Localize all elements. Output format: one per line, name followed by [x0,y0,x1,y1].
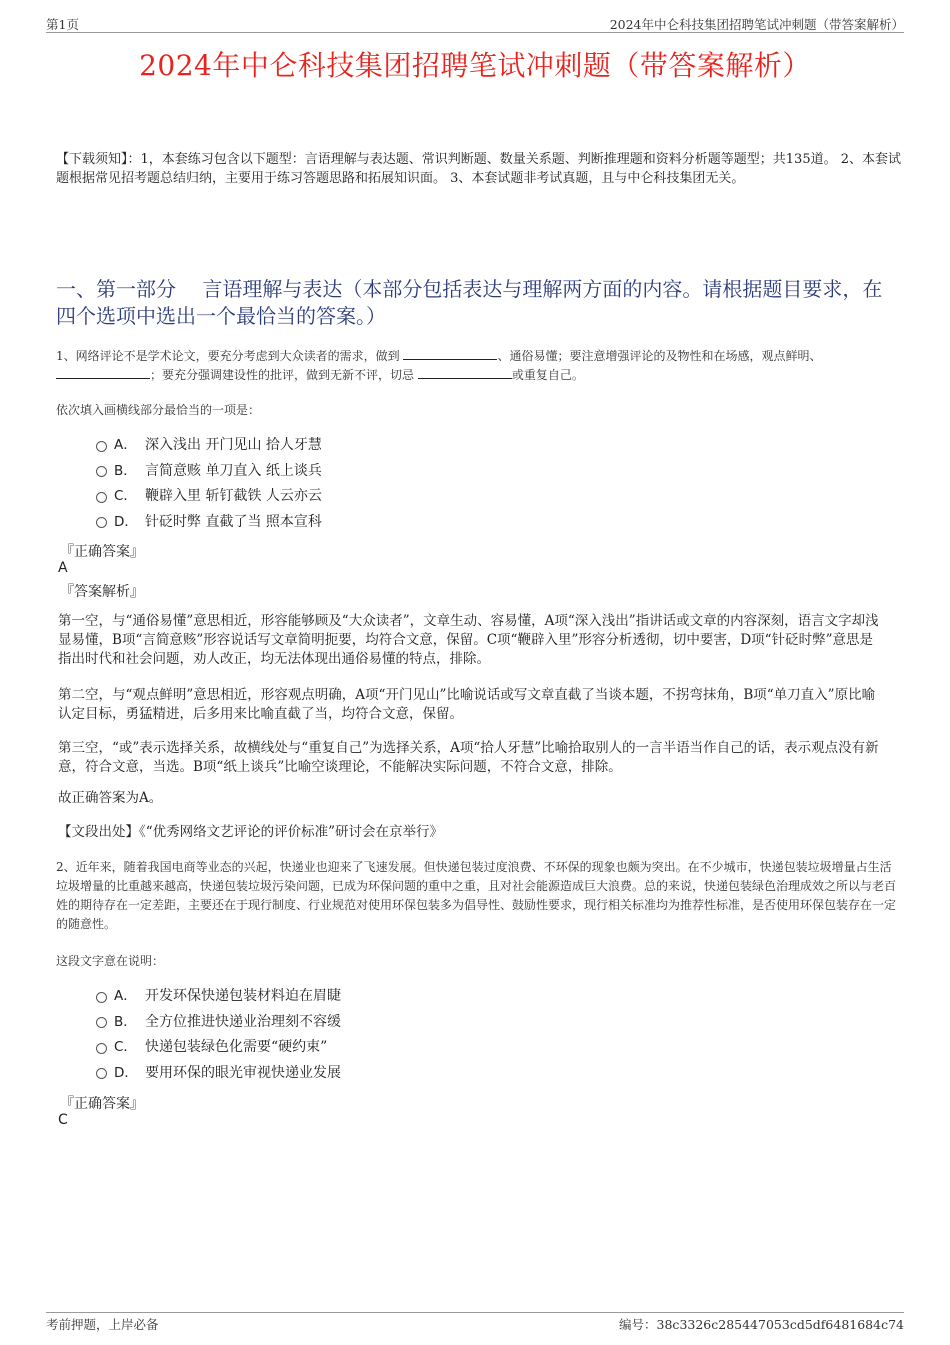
question-1-prompt: 依次填入画横线部分最恰当的一项是： [56,403,261,417]
correct-answer: C [58,1112,68,1128]
option-b[interactable]: B． 言简意赅 单刀直入 纸上谈兵 [96,459,796,485]
source-citation: 【文段出处】《“优秀网络文艺评论的评价标准”研讨会在京举行》 [58,824,444,840]
header-doc-title: 2024年中仑科技集团招聘笔试冲刺题（带答案解析） [609,17,904,32]
question-2-stem: 2、近年来，随着我国电商等业态的兴起，快递业也迎来了飞速发展。但快递包装过度浪费、不环保的现象也颇为突出。在不少城市，快递包装垃圾增量占生活垃圾增量的比重越来越高，快递包装垃圾污染问题，已成为环保问题的重中之重，且对社会能源造成巨大浪费。总的来说，快递包装绿色治理成效之所以与老百姓的期待存在一定差距，主要还在于现行制度、行业规范对使用环保包装多为倡导性、鼓励性要求，现行相关标准均为推荐性标准，是否使用环保包装存在一定的随意性。 [56,860,897,931]
radio-icon[interactable] [96,1068,107,1079]
analysis-label: 『答案解析』 [60,584,144,600]
blank-line [56,366,150,379]
radio-icon[interactable] [96,517,107,528]
page-footer [46,1312,904,1331]
radio-icon[interactable] [96,441,107,452]
blank-line [418,366,512,379]
analysis-paragraph: 第一空，与“通俗易懂”意思相近，形容能够顾及“大众读者”，文章生动、容易懂，A项“深入浅出”指讲话或文章的内容深刻，语言文字却浅显易懂，B项“言简意赅”形容说话写文章简明扼要，均符合文意，保留。C项“鞭辟入里”形容分析透彻，切中要害，D项“针砭时弊”意思是指出时代和社会问题，劝人改正，均无法体现出通俗易懂的特点，排除。 [58,613,879,667]
option-b[interactable]: B． 全方位推进快递业治理刻不容缓 [96,1010,796,1036]
option-d[interactable]: D． 要用环保的眼光审视快递业发展 [96,1061,796,1087]
radio-icon[interactable] [96,992,107,1003]
blank-line [403,347,497,360]
option-c[interactable]: C． 快递包装绿色化需要“硬约束” [96,1035,796,1061]
radio-icon[interactable] [96,466,107,477]
footer-slogan: 考前押题，上岸必备 [46,1317,159,1332]
radio-icon[interactable] [96,1043,107,1054]
document-id: 编号：38c3326c285447053cd5df6481684c74 [619,1317,904,1332]
option-a[interactable]: A． 深入浅出 开门见山 拾人牙慧 [96,433,796,459]
answer-label: 『正确答案』 [60,544,144,560]
page-number: 第1页 [46,17,79,32]
option-c[interactable]: C． 鞭辟入里 斩钉截铁 人云亦云 [96,484,796,510]
page-header [46,14,904,33]
document-title: 2024年中仑科技集团招聘笔试冲刺题（带答案解析） [139,49,811,82]
analysis-paragraph: 第二空，与“观点鲜明”意思相近，形容观点明确，A项“开门见山”比喻说话或写文章直截了当谈本题，不拐弯抹角，B项“单刀直入”原比喻认定目标，勇猛精进，后多用来比喻直截了当，均符合文意，保留。 [58,687,876,722]
option-d[interactable]: D． 针砭时弊 直截了当 照本宣科 [96,510,796,536]
correct-answer: A [58,560,68,576]
download-notice: 【下载须知】：1，本套练习包含以下题型：言语理解与表达题、常识判断题、数量关系题、判断推理题和资料分析题等题型；共135道。 2、本套试题根据常见招考题总结归纳，主要用于练习答题思路和拓展知识面。 3、本套试题非考试真题，且与中仑科技集团无关。 [56,152,901,186]
analysis-conclusion: 故正确答案为A。 [58,790,163,806]
radio-icon[interactable] [96,1017,107,1028]
question-1-stem: 1、网络评论不是学术论文，要充分考虑到大众读者的需求，做到 、通俗易懂；要注意增强评论的及物性和在场感，观点鲜明、 ；要充分强调建设性的批评，做到无新不评，切忌 或重复自己。 [56,349,822,382]
option-a[interactable]: A． 开发环保快递包装材料迫在眉睫 [96,984,796,1010]
question-2-prompt: 这段文字意在说明： [56,954,165,968]
section-heading: 一、第一部分 言语理解与表达（本部分包括表达与理解两方面的内容。请根据题目要求，在四个选项中选出一个最恰当的答案。） [56,277,883,328]
question-2-options [96,984,796,1086]
question-1-options [96,433,796,535]
answer-label: 『正确答案』 [60,1096,144,1112]
analysis-paragraph: 第三空，“或”表示选择关系，故横线处与“重复自己”为选择关系，A项“拾人牙慧”比喻拾取别人的一言半语当作自己的话，表示观点没有新意，符合文意，当选。B项“纸上谈兵”比喻空谈理论，不能解决实际问题，不符合文意，排除。 [58,740,879,775]
radio-icon[interactable] [96,492,107,503]
